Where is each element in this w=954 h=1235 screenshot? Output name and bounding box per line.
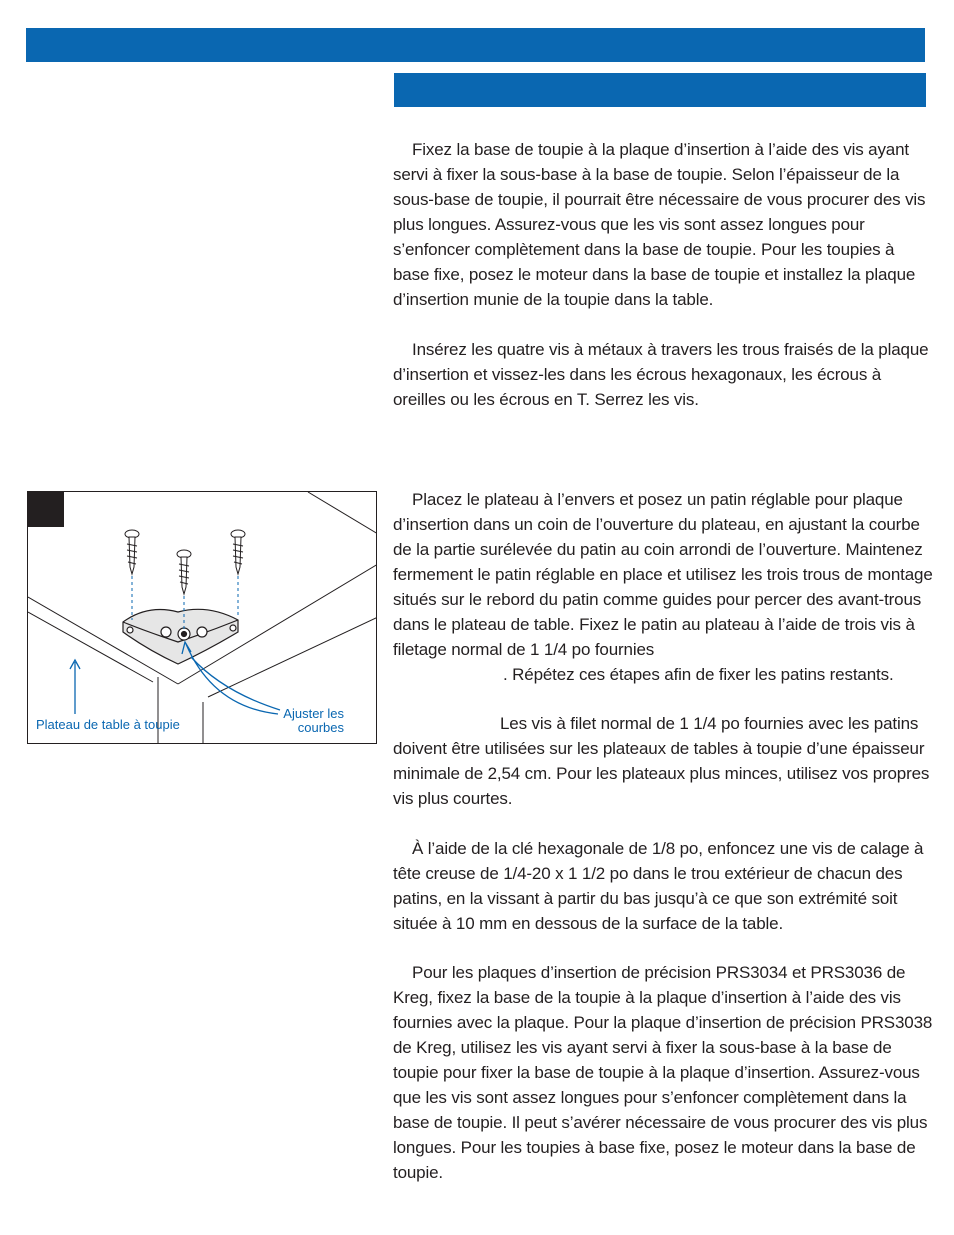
paragraph-mount-router-base: Fixez la base de toupie à la plaque d’insertion à l’aide des vis ayant servi à fixer la sous-base à la base de toupie. Selon l’épaisseur de la sous-base de toupie, il pourrait être nécessaire de vous procurer des vis plus longues. Assurez-vous que les vis sont assez longues pour s’enfoncer complètement dans la base de toupie. Pour les toupies à base fixe, posez le moteur dans la base de toupie et installez la plaque d’insertion munie de la toupie dans la table.: [393, 140, 926, 309]
text-block-3: [393, 487, 933, 687]
paragraph-leveler-repeat: . Répétez ces étapes afin de fixer les patins restants.: [503, 665, 894, 684]
text-block-6: [393, 960, 933, 1185]
note-screws-text: Les vis à filet normal de 1 1/4 po fournies avec les patins doivent être utilisées sur les plateaux de tables à toupie d’une épaisseur minimale de 2,54 cm. Pour les plateaux plus minces, utilisez vos propres vis plus courtes.: [393, 714, 930, 808]
section-heading-bar: [394, 73, 926, 107]
text-block-5: [393, 836, 933, 936]
header-bar: [26, 28, 925, 62]
screw-center: [177, 550, 191, 594]
leveler-pad: [123, 609, 238, 664]
screw-left: [125, 530, 139, 574]
paragraph-leveler-continue: [393, 662, 933, 687]
paragraph-leveler-install: Placez le plateau à l’envers et posez un patin réglable pour plaque d’insertion dans un coin de l’ouverture du plateau, en ajustant la courbe de la partie surélevée du patin au coin arrondi de l’ouverture. Maintenez fermement le patin réglable en place et utilisez les trois trous de montage situés sur le rebord du patin comme guides pour percer des avant-trous dans le plateau de table. Fixez le patin au plateau à l’aide de trois vis à filetage normal de 1 1/4 po fournies: [393, 490, 933, 659]
text-block-2: [393, 337, 933, 412]
text-block-1: [393, 137, 933, 312]
label-router-table-top: Plateau de table à toupie: [36, 717, 180, 732]
text-block-4: [393, 711, 933, 811]
paragraph-set-screw: À l’aide de la clé hexagonale de 1/8 po, enfoncez une vis de calage à tête creuse de 1/4-20 x 1 1/2 po dans le trou extérieur de chacun des patins, en la vissant à partir du bas jusqu’à ce que son extrémité soit située à 10 mm en dessous de la surface de la table.: [393, 839, 924, 933]
paragraph-note-screws: [393, 711, 933, 811]
paragraph-insert-screws: Insérez les quatre vis à métaux à travers les trous fraisés de la plaque d’insertion et vissez-les dans les écrous hexagonaux, les écrous à oreilles ou les écrous en T. Serrez les vis.: [393, 340, 929, 409]
paragraph-precision-plates: Pour les plaques d’insertion de précision PRS3034 et PRS3036 de Kreg, fixez la base de la toupie à la plaque d’insertion à l’aide des vis fournies avec la plaque. Pour la plaque d’insertion de précision PRS3038 de Kreg, utilisez les vis ayant servi à fixer la sous-base à la base de toupie pour fixer la base de toupie à la plaque d’insertion. Assurez-vous que les vis sont assez longues pour s’enfoncer complètement dans la base de toupie. Il peut s’avérer nécessaire de vous procurer des vis plus longues. Pour les toupies à base fixe, posez le moteur dans la base de toupie.: [393, 963, 933, 1182]
screw-right: [231, 530, 245, 574]
label-adjust-curves: Ajuster les courbes: [283, 706, 344, 735]
leveler-figure: [27, 491, 377, 744]
